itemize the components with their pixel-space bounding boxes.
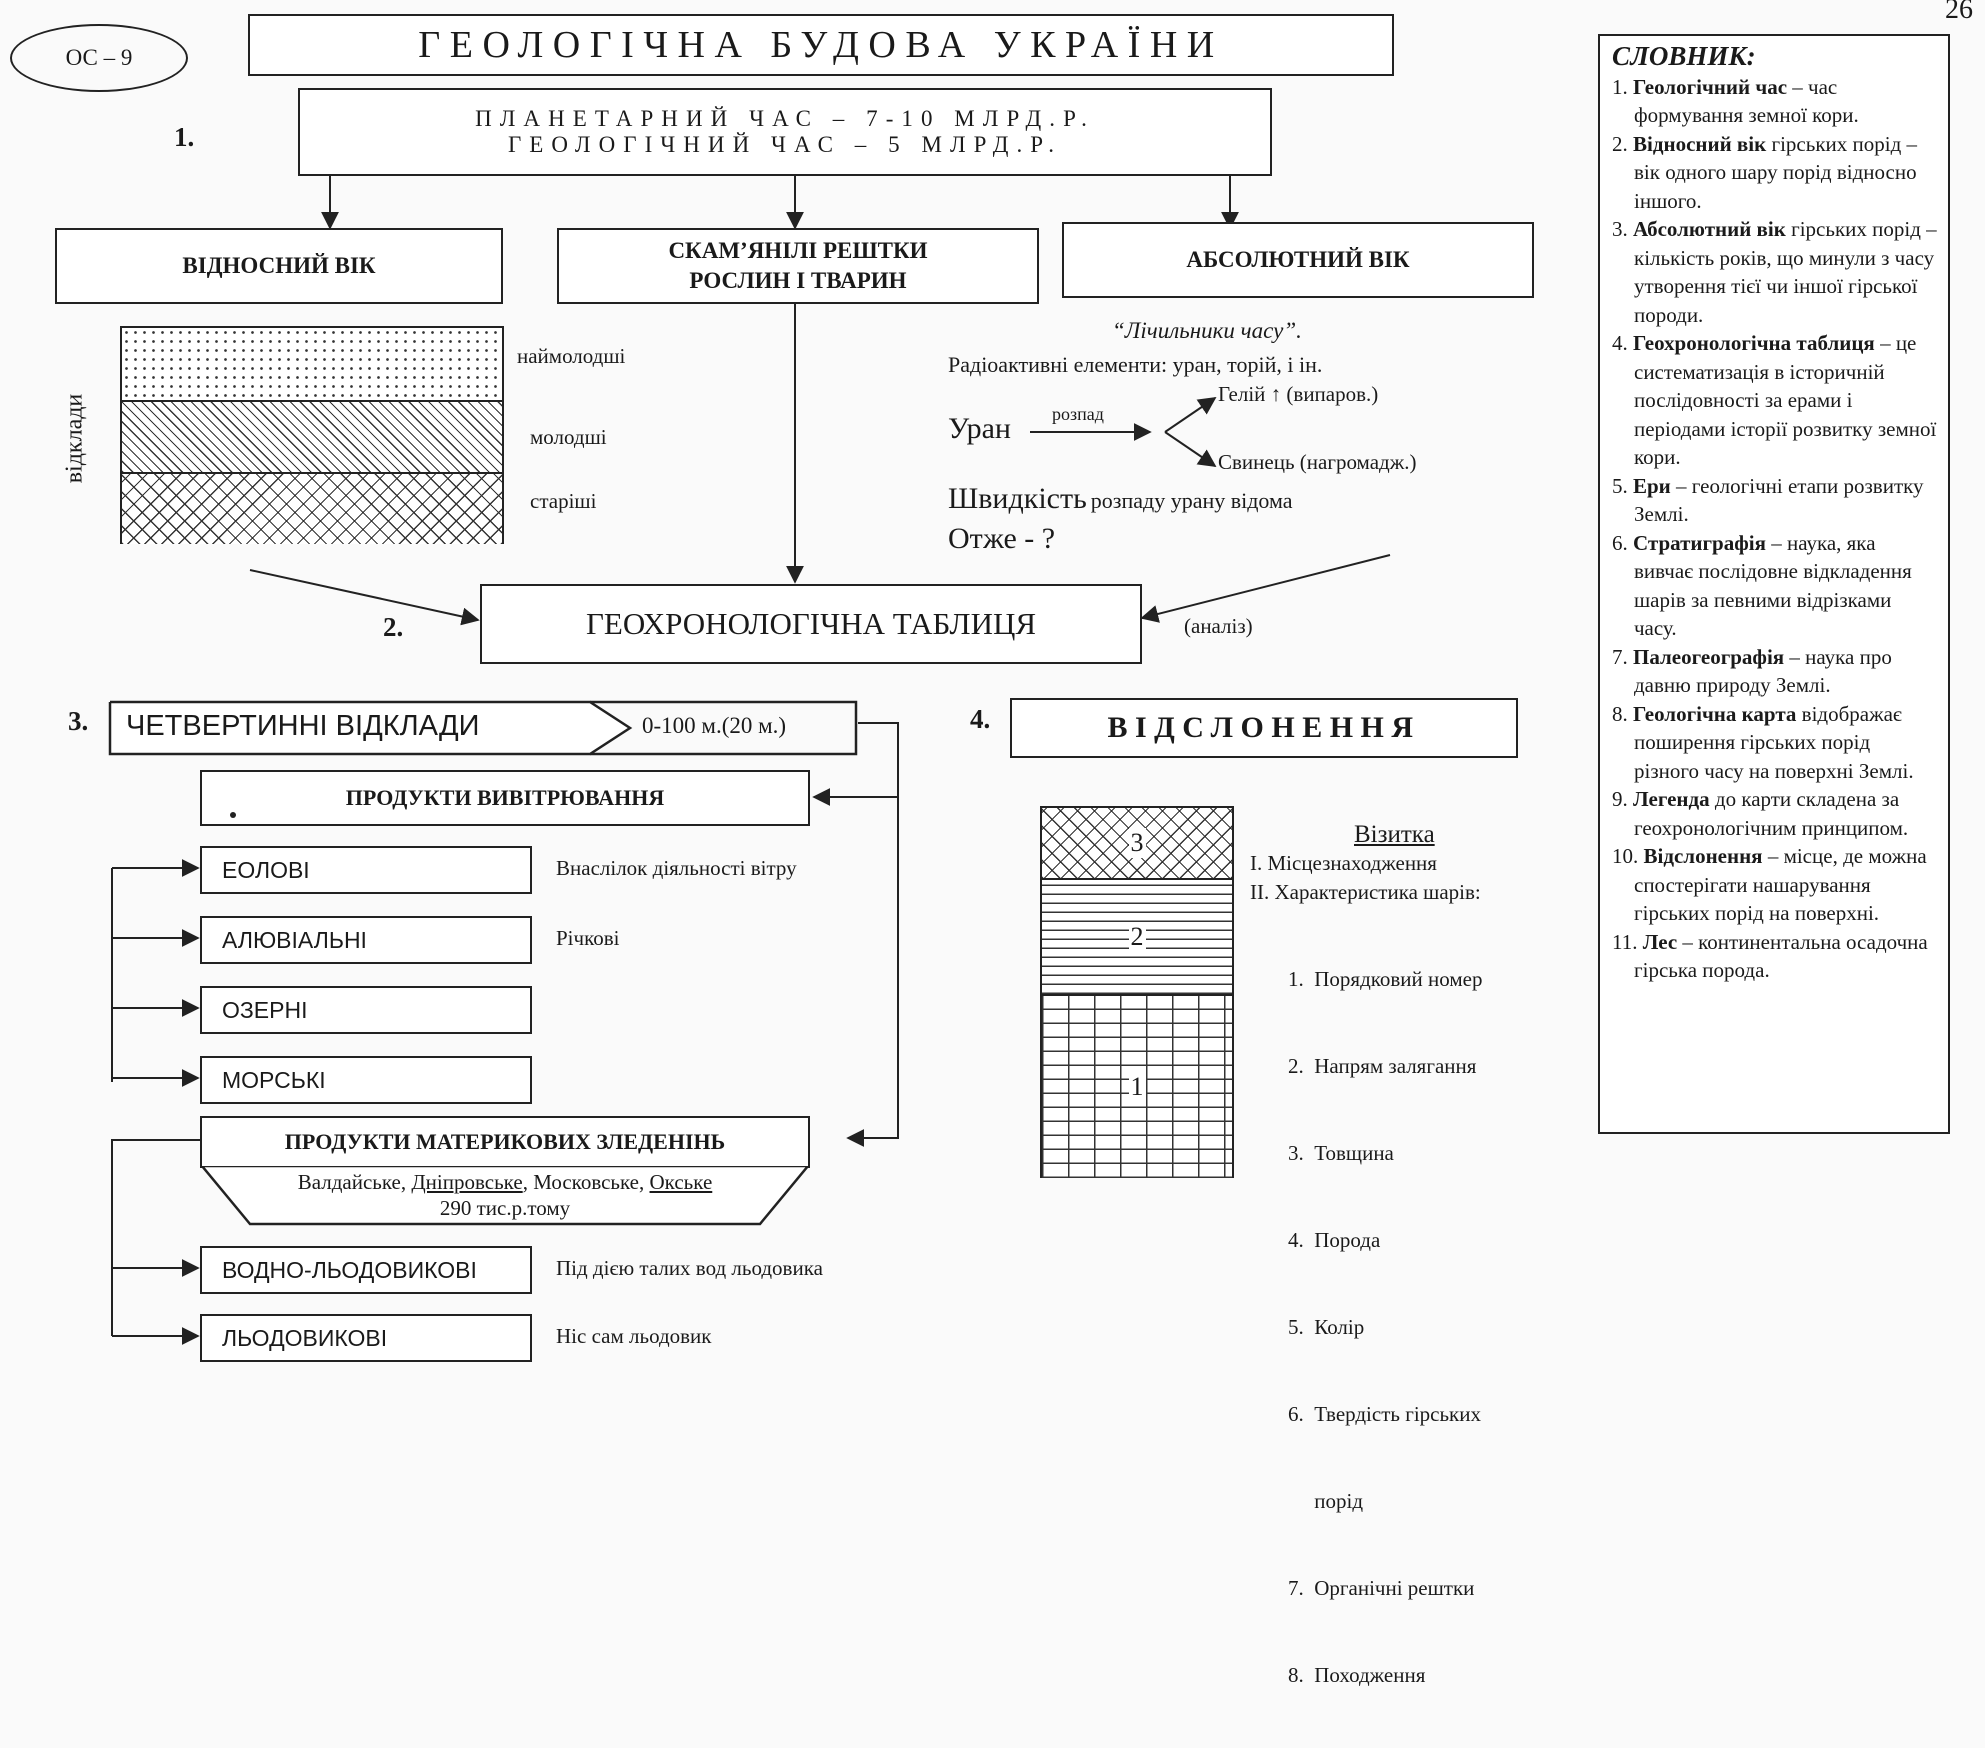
fossils-label-line2: РОСЛИН І ТВАРИН [689, 268, 907, 293]
section-number-1: 1. [174, 122, 195, 152]
glacial-label: ЛЬОДОВИКОВІ [222, 1325, 388, 1351]
dictionary-entry-definition: – континентальна осадочна гірська порода. [1634, 929, 1928, 982]
weathering-products-label: ПРОДУКТИ ВИВІТРЮВАННЯ [345, 785, 665, 810]
outcrop-layer-2 [1042, 880, 1232, 996]
dictionary-entry [1612, 529, 1938, 643]
outcrop-layer-3 [1042, 808, 1232, 880]
business-card-item: 7. Органічні рештки [1288, 1576, 1475, 1600]
outcrop-column [1040, 806, 1234, 1178]
layer-older [122, 474, 502, 544]
lacustrine-label: ОЗЕРНІ [222, 997, 308, 1023]
business-card-item: порід [1288, 1489, 1364, 1513]
alluvial-label: АЛЮВІАЛЬНІ [222, 927, 367, 953]
dictionary-entry [1612, 329, 1938, 472]
geochronological-table-label: ГЕОХРОНОЛОГІЧНА ТАБЛИЦЯ [585, 606, 1037, 641]
aeolian-label: ЕОЛОВІ [222, 857, 310, 883]
decay-label: розпад [1052, 404, 1104, 424]
dictionary-entry-definition: – наука про давню природу Землі. [1634, 644, 1892, 697]
time-counters-title: “Лічильники часу”. [1112, 318, 1302, 343]
relative-age-box [55, 228, 503, 304]
layer-younger [122, 402, 502, 474]
dictionary-entry-definition: відображає поширення гірських порід різного часу на поверхні Землі. [1634, 701, 1914, 783]
dictionary-entry-term: Лес [1642, 929, 1678, 954]
dictionary-entry-term: Палеогеографія [1633, 644, 1785, 669]
dictionary-entry-definition: – час формування земної кори. [1634, 74, 1859, 127]
dictionary-entry [1612, 472, 1938, 529]
business-card-title: Візитка [1354, 821, 1435, 848]
dictionary-entry-definition: до карти складена за геохронологічним принципом. [1634, 787, 1909, 840]
dictionary-box [1598, 34, 1950, 1134]
dictionary-entry-number: 10. [1612, 844, 1644, 868]
section-number-3: 3. [68, 706, 89, 736]
dictionary-entry [1612, 785, 1938, 842]
decay-speed-small: розпаду урану відома [1090, 488, 1293, 513]
helium-label: Гелій ↑ (випаров.) [1218, 382, 1379, 406]
dictionary-entry-definition: – наука, яка вивчає послідовне відкладення шарів за певними відрізками часу. [1634, 530, 1912, 640]
dictionary-entry [1612, 215, 1938, 329]
dictionary-entry [1612, 73, 1938, 130]
dictionary-entry-number: 4. [1612, 331, 1633, 355]
outcrop-layer-1 [1042, 996, 1232, 1178]
glaciation-dnipro: Дніпровське [411, 1170, 523, 1194]
geochronological-table-box [480, 584, 1142, 664]
dictionary-entry [1612, 842, 1938, 928]
fluvioglacial-desc: Під дією талих вод льодовика [556, 1256, 823, 1280]
outcrop-layer-1-number: 1 [1130, 1072, 1144, 1101]
business-card-layers: ІІ. Характеристика шарів: [1250, 880, 1481, 904]
label-older: старіші [530, 489, 597, 513]
geologic-time: ГЕОЛОГІЧНИЙ ЧАС – 5 МЛРД.Р. [507, 132, 1063, 157]
glacial-box [200, 1314, 532, 1362]
glacial-desc: Ніс сам льодовик [556, 1324, 712, 1348]
business-card-item: 1. Порядковий номер [1288, 967, 1483, 991]
dictionary-list [1612, 73, 1938, 985]
glaciation-moscow: , Московське, [522, 1170, 645, 1194]
fossils-label-line1: СКАМ’ЯНІЛІ РЕШТКИ [668, 238, 928, 263]
dictionary-entry-number: 11. [1612, 929, 1643, 954]
glacial-products-label: ПРОДУКТИ МАТЕРИКОВИХ ЗЛЕДЕНІНЬ [284, 1129, 726, 1154]
dictionary-entry-term: Геохронологічна таблиця [1633, 331, 1875, 355]
lead-label: Свинець (нагромадж.) [1218, 450, 1417, 474]
dictionary-entry-number: 5. [1612, 473, 1633, 498]
sediment-layers-diagram [120, 326, 504, 544]
glaciation-oka: Окське [649, 1170, 713, 1194]
dictionary-entry-definition: – це систематизація в історичній послідовності за ерами і періодами історії розвитку земної кори. [1634, 331, 1937, 469]
dictionary-entry-number: 3. [1612, 217, 1633, 241]
business-card-item: 4. Порода [1288, 1228, 1381, 1252]
page-title: ГЕОЛОГІЧНА БУДОВА УКРАЇНИ [418, 24, 1224, 66]
dictionary-entry-definition: гірських порід – кількість років, що минули з часу утворення тієї чи іншої гірської породи. [1634, 217, 1937, 327]
business-card-item: 2. Напрям залягання [1288, 1054, 1477, 1078]
dictionary-entry-definition: гірських порід – вік одного шару порід відносно іншого. [1634, 131, 1918, 213]
dictionary-entry-term: Геологічний час [1633, 74, 1788, 99]
dictionary-entry-term: Відслонення [1643, 844, 1763, 868]
outcrop-layer-3-number: 3 [1130, 828, 1144, 857]
fossils-box [557, 228, 1039, 304]
sheet-code: ОС – 9 [65, 45, 133, 70]
sheet-code-badge [10, 24, 188, 92]
outcrop-layer-2-number: 2 [1130, 922, 1144, 951]
business-card [1250, 820, 1483, 1748]
business-card-item: 8. Походження [1288, 1663, 1426, 1687]
relative-age-label: ВІДНОСНИЙ ВІК [182, 253, 376, 278]
outcrop-title-box [1010, 698, 1518, 758]
dictionary-entry-definition: – місце, де можна спостерігати нашарування гірських порід на поверхні. [1634, 844, 1927, 925]
quaternary-thickness: 0-100 м.(20 м.) [642, 713, 787, 738]
glaciations-list [200, 1170, 810, 1195]
aeolian-desc: Внаслілок діяльності вітру [556, 856, 797, 880]
therefore-question: Отже - ? [948, 522, 1056, 555]
glaciation-valdai: Валдайське, [297, 1170, 407, 1194]
analysis-label: (аналіз) [1184, 614, 1253, 638]
dictionary-title: СЛОВНИК: [1612, 41, 1756, 71]
glaciations-plate [200, 1166, 810, 1226]
dictionary-entry [1612, 130, 1938, 216]
business-card-item: 5. Колір [1288, 1315, 1365, 1339]
layer-youngest [122, 328, 502, 402]
absolute-age-box [1062, 222, 1534, 298]
marine-label: МОРСЬКІ [222, 1067, 326, 1093]
glaciations-age: 290 тис.р.тому [439, 1196, 571, 1220]
quaternary-title: ЧЕТВЕРТИННІ ВІДКЛАДИ [126, 710, 480, 742]
marine-box [200, 1056, 532, 1104]
radioactive-elements: Радіоактивні елементи: уран, торій, і ін. [948, 352, 1323, 377]
decay-speed-text [948, 482, 1293, 516]
dictionary-entry-number: 9. [1612, 787, 1633, 811]
label-younger: молодші [530, 425, 607, 449]
decay-speed-big: Швидкість [948, 482, 1087, 515]
dictionary-entry-number: 6. [1612, 530, 1633, 555]
lacustrine-box [200, 986, 532, 1034]
geologic-time-box [298, 88, 1272, 176]
dictionary-entry-term: Стратиграфія [1633, 530, 1766, 555]
section-number-4: 4. [970, 704, 991, 734]
dictionary-entry-term: Геологічна карта [1633, 701, 1797, 726]
dictionary-entry-number: 7. [1612, 644, 1633, 669]
business-card-location: І. Місцезнаходження [1250, 851, 1437, 875]
glacial-products-box [200, 1116, 810, 1168]
dot-mark [230, 812, 236, 818]
dictionary-entry [1612, 643, 1938, 700]
quaternary-header [108, 700, 860, 756]
dictionary-entry [1612, 928, 1938, 985]
business-card-items [1288, 907, 1483, 1748]
alluvial-desc: Річкові [556, 926, 620, 950]
absolute-age-label: АБСОЛЮТНИЙ ВІК [1186, 247, 1410, 272]
dictionary-entry-definition: – геологічні етапи розвитку Землі. [1634, 473, 1924, 526]
page-number: 26 [1945, 0, 1973, 25]
label-youngest: наймолодші [517, 344, 626, 368]
section-number-2: 2. [383, 612, 404, 642]
dictionary-entry-term: Легенда [1633, 787, 1710, 811]
alluvial-box [200, 916, 532, 964]
business-card-item: 6. Твердість гірських [1288, 1402, 1481, 1426]
fluvioglacial-label: ВОДНО-ЛЬОДОВИКОВІ [222, 1257, 477, 1283]
dictionary-entry [1612, 700, 1938, 786]
page-title-box [248, 14, 1394, 76]
business-card-item: 3. Товщина [1288, 1141, 1394, 1165]
outcrop-title: ВІДСЛОНЕННЯ [1107, 711, 1421, 744]
dictionary-entry-number: 8. [1612, 701, 1633, 726]
planetary-time: ПЛАНЕТАРНИЙ ЧАС – 7-10 МЛРД.Р. [475, 106, 1095, 131]
weathering-products-box [200, 770, 810, 826]
aeolian-box [200, 846, 532, 894]
dictionary-entry-term: Ери [1633, 473, 1671, 498]
uranium-label: Уран [948, 412, 1011, 445]
layers-side-label: відклади [61, 393, 88, 484]
fluvioglacial-box [200, 1246, 532, 1294]
dictionary-entry-term: Абсолютний вік [1633, 217, 1786, 241]
dictionary-entry-number: 2. [1612, 131, 1633, 156]
dictionary-entry-number: 1. [1612, 74, 1633, 99]
dictionary-entry-term: Відносний вік [1633, 131, 1767, 156]
